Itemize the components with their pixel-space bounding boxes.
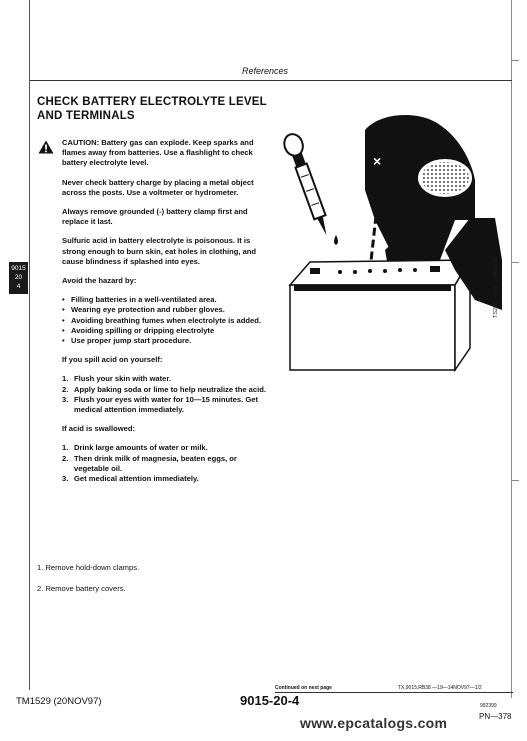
spill-heading: If you spill acid on yourself: [62, 355, 163, 365]
procedure-step: 2. Remove battery covers. [37, 584, 126, 593]
section-tab-line: 20 [14, 274, 23, 281]
title-line: AND TERMINALS [37, 110, 135, 122]
list-text: Get medical attention immediately. [74, 474, 199, 484]
procedure-step: 1. Remove hold-down clamps. [37, 563, 140, 572]
list-text: Drink large amounts of water or milk. [74, 443, 208, 453]
list-number: 1. [62, 443, 69, 453]
left-margin-rule [29, 0, 30, 690]
list-number: 3. [62, 394, 69, 404]
list-text: Then drink milk of magnesia, beaten eggs, or vegetable oil. [74, 453, 237, 473]
list-item [62, 474, 274, 484]
list-item: • Filling batteries in a well-ventilated area. [62, 295, 274, 305]
list-number: 2. [62, 453, 69, 463]
section-tab-line: 4 [16, 283, 21, 290]
swallow-list [62, 443, 274, 484]
list-item [62, 374, 274, 384]
section-tab [9, 262, 28, 294]
caution-paragraph: CAUTION: Battery gas can explode. Keep sparks and flames away from batteries. Use a flashlight to check battery electrolyte level. [62, 138, 254, 168]
warning-triangle-icon [38, 140, 54, 154]
list-item: • Avoiding spilling or dripping electrolyte [62, 326, 274, 336]
list-number: 1. [62, 374, 69, 384]
battery-hazard-illustration [270, 100, 502, 390]
margin-tick [511, 60, 519, 61]
date-code: 992399 [480, 703, 497, 709]
list-item: • Use proper jump start procedure. [62, 336, 274, 346]
continued-note: Continued on next page [275, 685, 332, 691]
page-title [37, 95, 267, 123]
caution-block [62, 138, 274, 493]
caution-paragraph: Sulfuric acid in battery electrolyte is poisonous. It is strong enough to burn skin, eat holes in clothing, and cause blindness if splashed into eyes. [62, 236, 257, 266]
list-text: Apply baking soda or lime to help neutralize the acid. [74, 384, 266, 394]
list-number: 3. [62, 474, 69, 484]
list-item: • Avoiding breathing fumes when electrolyte is added. [62, 316, 274, 326]
swallow-heading: If acid is swallowed: [62, 424, 136, 434]
caution-paragraph: Never check battery charge by placing a metal object across the posts. Use a voltmeter or hydrometer. [62, 177, 254, 197]
list-item [62, 395, 274, 415]
watermark: www.epcatalogs.com [300, 715, 448, 731]
procedure-steps [37, 563, 267, 605]
section-tab-line: 9015 [11, 265, 26, 272]
list-item [62, 385, 274, 395]
right-margin-rule [511, 0, 512, 698]
list-text: Flush your skin with water. [74, 374, 172, 384]
list-number: 2. [62, 384, 69, 394]
margin-tick [511, 480, 519, 481]
spill-list [62, 374, 274, 415]
pn-number: PN—378 [479, 712, 512, 721]
svg-text:×: × [373, 153, 382, 169]
list-item: • Wearing eye protection and rubber gloves. [62, 305, 274, 315]
list-text: Flush your eyes with water for 10—15 minutes. Get medical attention immediately. [74, 394, 258, 415]
title-line: CHECK BATTERY ELECTROLYTE LEVEL [37, 96, 267, 108]
section-header: References [242, 66, 289, 76]
margin-tick [511, 262, 519, 263]
tx-code: TX,9015,RB38 —19—14NOV97—1/2 [398, 685, 482, 691]
figure-code: TS203 —UN—23AUG88 [493, 257, 499, 318]
avoid-list [62, 295, 274, 346]
footer-rule [275, 692, 513, 693]
header-rule [30, 80, 512, 81]
avoid-heading: Avoid the hazard by: [62, 276, 137, 286]
page-number: 9015-20-4 [240, 693, 300, 708]
manual-number: TM1529 (20NOV97) [16, 696, 102, 707]
list-item [62, 443, 274, 453]
list-item [62, 454, 274, 474]
caution-paragraph: Always remove grounded (-) battery clamp first and replace it last. [62, 207, 248, 227]
